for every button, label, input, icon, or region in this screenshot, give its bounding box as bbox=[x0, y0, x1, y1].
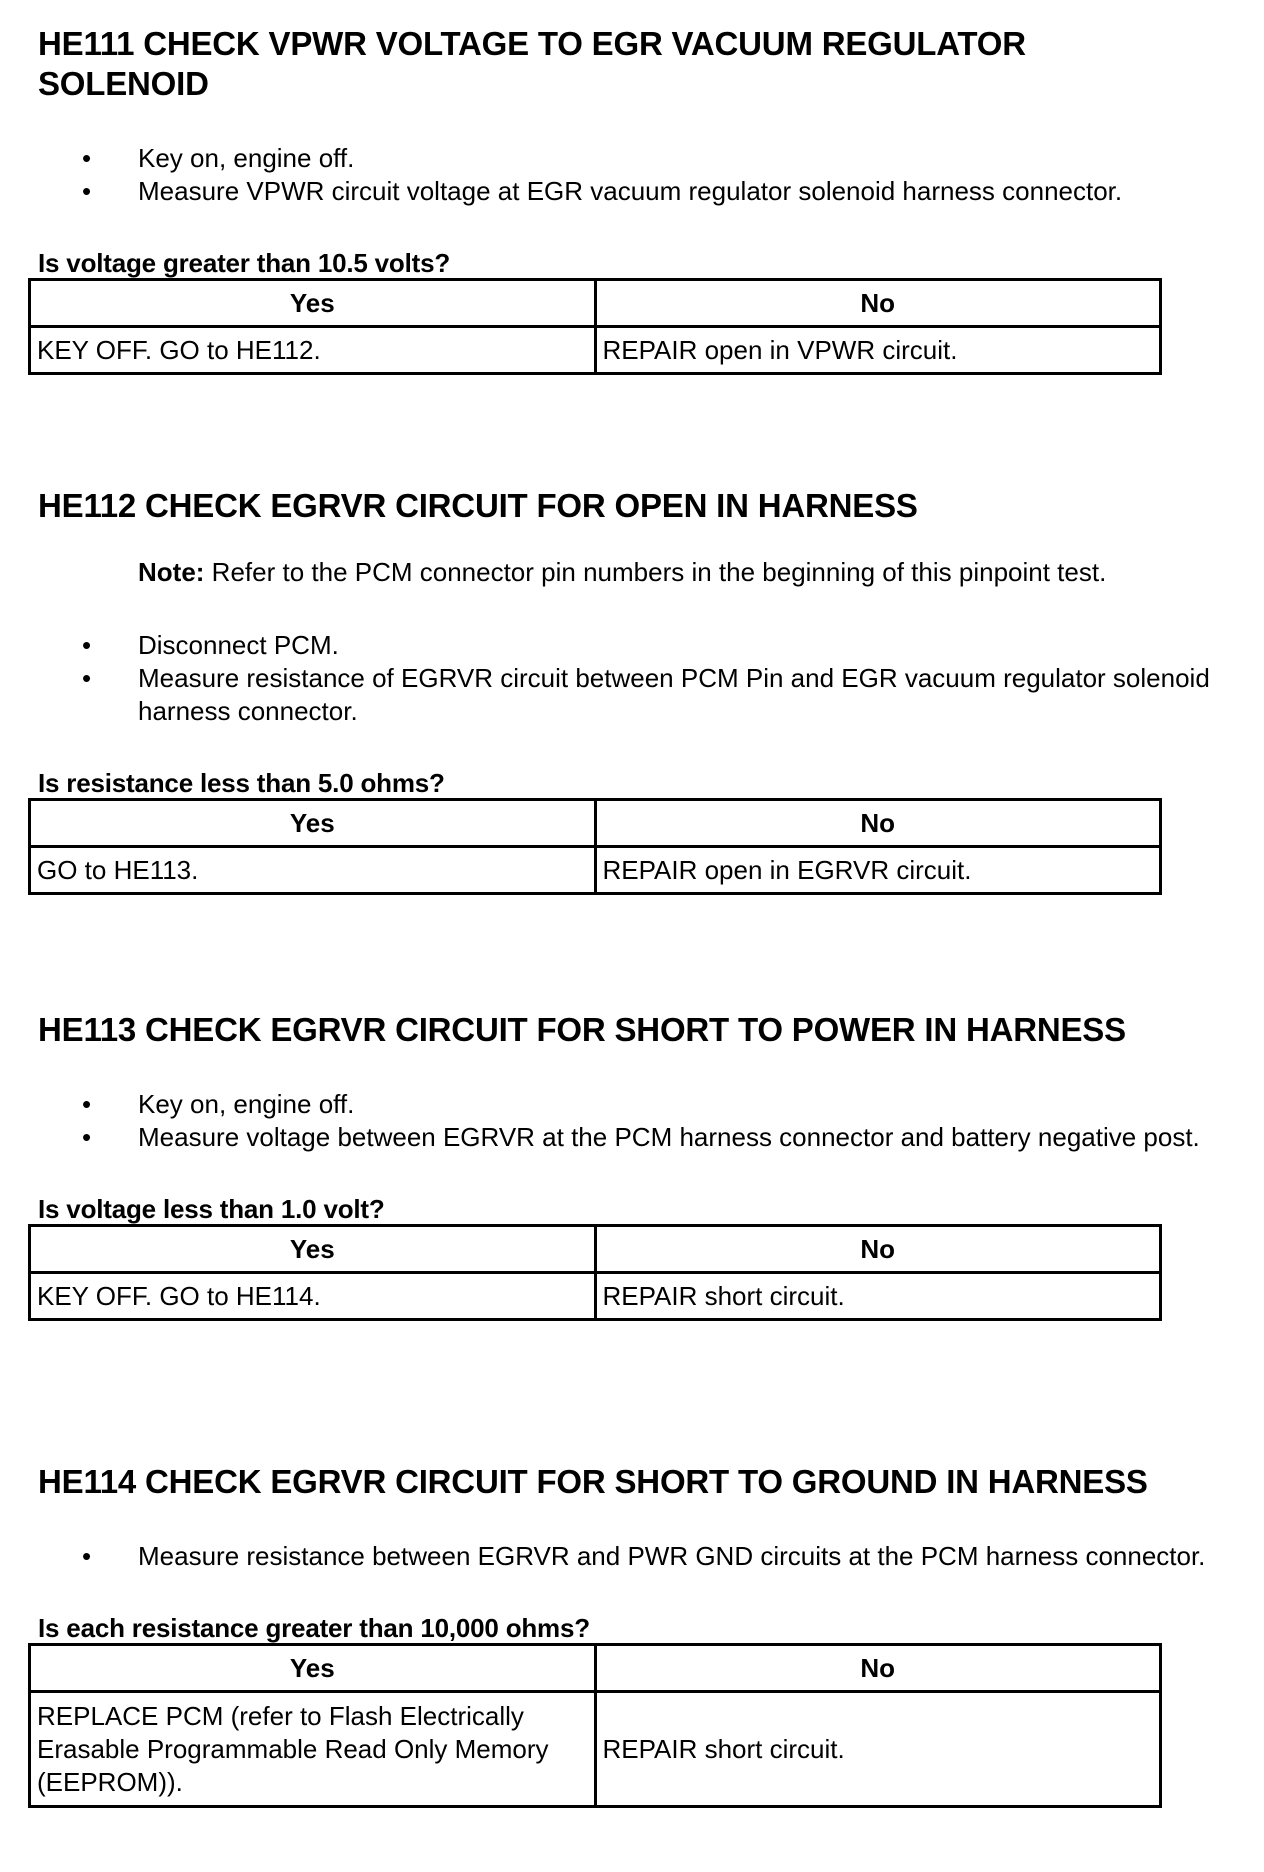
bullet-text: Measure VPWR circuit voltage at EGR vacuum regulator solenoid harness connector. bbox=[138, 176, 1123, 206]
bullet-icon: • bbox=[82, 1541, 92, 1571]
bullet-icon: • bbox=[82, 1089, 92, 1119]
decision-question: Is voltage less than 1.0 volt? bbox=[38, 1194, 385, 1224]
decision-table bbox=[28, 1224, 1162, 1321]
yes-action: GO to HE113. bbox=[30, 847, 596, 894]
instruction-list bbox=[38, 629, 1228, 728]
yes-header: Yes bbox=[30, 280, 596, 327]
decision-table bbox=[28, 278, 1162, 375]
no-header: No bbox=[595, 1226, 1161, 1273]
bullet-text: Key on, engine off. bbox=[138, 143, 355, 173]
step-he112 bbox=[38, 486, 1228, 895]
no-header: No bbox=[595, 280, 1161, 327]
bullet-icon: • bbox=[82, 176, 92, 206]
decision-question: Is each resistance greater than 10,000 ohms? bbox=[38, 1613, 590, 1643]
list-item bbox=[38, 142, 1258, 175]
yes-action: KEY OFF. GO to HE112. bbox=[30, 327, 596, 374]
yes-header: Yes bbox=[30, 800, 596, 847]
instruction-list bbox=[38, 1540, 1228, 1573]
list-item bbox=[38, 1088, 1258, 1121]
decision-table bbox=[28, 1643, 1162, 1808]
instruction-list bbox=[38, 142, 1228, 208]
bullet-text: Measure resistance of EGRVR circuit between PCM Pin and EGR vacuum regulator solenoid harness connector. bbox=[138, 663, 1210, 726]
bullet-icon: • bbox=[82, 663, 92, 693]
table-row bbox=[30, 1692, 1161, 1807]
table-header-row bbox=[30, 280, 1161, 327]
note bbox=[138, 556, 1228, 589]
instruction-list bbox=[38, 1088, 1228, 1154]
bullet-text: Disconnect PCM. bbox=[138, 630, 339, 660]
bullet-icon: • bbox=[82, 630, 92, 660]
step-heading: HE113 CHECK EGRVR CIRCUIT FOR SHORT TO POWER IN HARNESS bbox=[38, 1011, 1126, 1048]
bullet-icon: • bbox=[82, 1122, 92, 1152]
decision-question: Is resistance less than 5.0 ohms? bbox=[38, 768, 445, 798]
bullet-text: Key on, engine off. bbox=[138, 1089, 355, 1119]
table-row bbox=[30, 1273, 1161, 1320]
list-item bbox=[38, 662, 1258, 728]
no-action: REPAIR open in VPWR circuit. bbox=[595, 327, 1161, 374]
decision-table bbox=[28, 798, 1162, 895]
no-action: REPAIR open in EGRVR circuit. bbox=[595, 847, 1161, 894]
list-item bbox=[38, 175, 1258, 208]
no-action: REPAIR short circuit. bbox=[595, 1692, 1161, 1807]
list-item bbox=[38, 629, 1258, 662]
step-heading: HE114 CHECK EGRVR CIRCUIT FOR SHORT TO GROUND IN HARNESS bbox=[38, 1463, 1148, 1500]
step-heading: HE112 CHECK EGRVR CIRCUIT FOR OPEN IN HARNESS bbox=[38, 487, 918, 524]
bullet-text: Measure voltage between EGRVR at the PCM harness connector and battery negative post. bbox=[138, 1122, 1200, 1152]
step-he113 bbox=[38, 1010, 1228, 1321]
yes-header: Yes bbox=[30, 1645, 596, 1692]
bullet-icon: • bbox=[82, 143, 92, 173]
step-he111 bbox=[38, 24, 1228, 375]
yes-action: KEY OFF. GO to HE114. bbox=[30, 1273, 596, 1320]
table-row bbox=[30, 847, 1161, 894]
list-item bbox=[38, 1121, 1258, 1154]
step-heading: HE111 CHECK VPWR VOLTAGE TO EGR VACUUM REGULATOR SOLENOID bbox=[38, 25, 1026, 102]
yes-header: Yes bbox=[30, 1226, 596, 1273]
decision-question: Is voltage greater than 10.5 volts? bbox=[38, 248, 451, 278]
table-header-row bbox=[30, 800, 1161, 847]
bullet-text: Measure resistance between EGRVR and PWR GND circuits at the PCM harness connector. bbox=[138, 1541, 1206, 1571]
table-header-row bbox=[30, 1226, 1161, 1273]
step-he114 bbox=[38, 1462, 1228, 1808]
no-action: REPAIR short circuit. bbox=[595, 1273, 1161, 1320]
table-header-row bbox=[30, 1645, 1161, 1692]
yes-action: REPLACE PCM (refer to Flash Electrically Erasable Programmable Read Only Memory (EEPROM)). bbox=[30, 1692, 596, 1807]
list-item bbox=[38, 1540, 1258, 1573]
no-header: No bbox=[595, 1645, 1161, 1692]
no-header: No bbox=[595, 800, 1161, 847]
table-row bbox=[30, 327, 1161, 374]
note-label: Note: bbox=[138, 557, 205, 587]
note-text: Refer to the PCM connector pin numbers in the beginning of this pinpoint test. bbox=[211, 557, 1107, 587]
